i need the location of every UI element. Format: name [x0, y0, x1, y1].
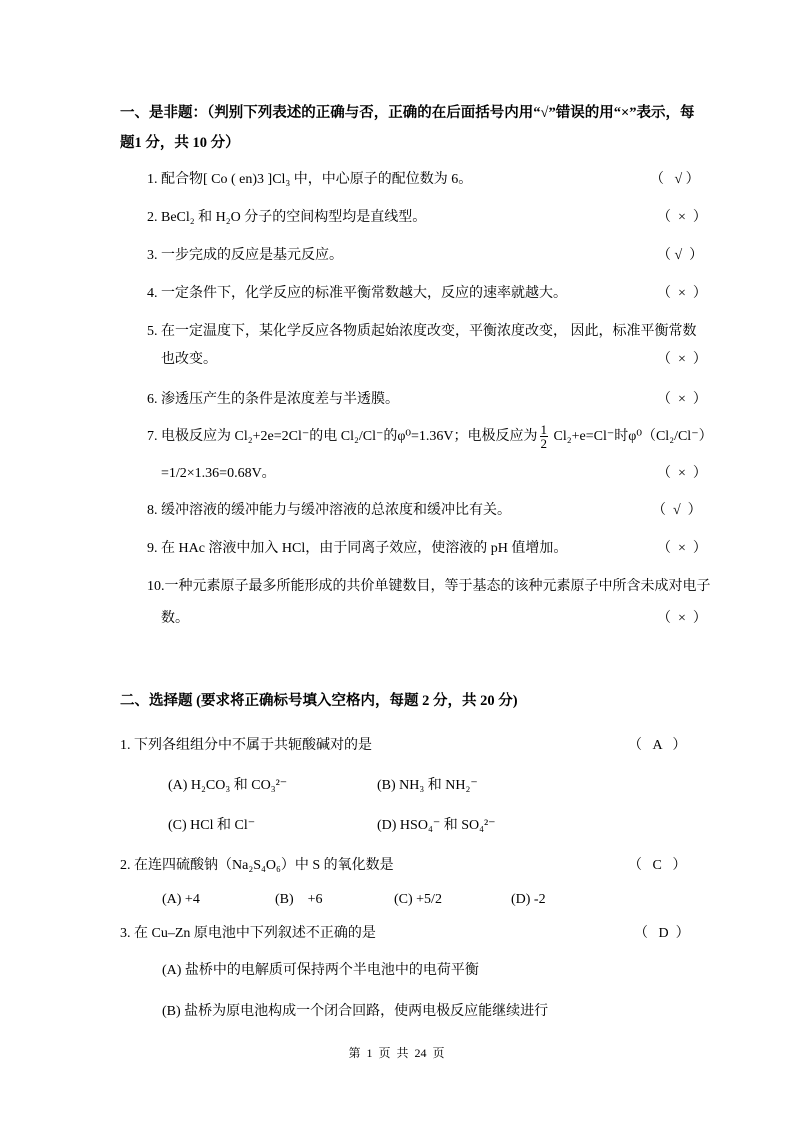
mc2-option-b: (B) +6 [275, 892, 323, 907]
tf-item-5: 5. 在一定温度下，某化学反应各物质起始浓度改变，平衡浓度改变， 因此，标准平衡常数 [147, 324, 697, 339]
mc3-option-a: (A) 盐桥中的电解质可保持两个半电池中的电荷平衡 [162, 963, 479, 978]
mc1-option-c: (C) HCl 和 Cl⁻ [168, 818, 256, 833]
mc-answer-3: （ D ） [634, 926, 690, 941]
section2-title: 二、选择题 (要求将正确标号填入空格内，每题 2 分，共 20 分) [120, 693, 518, 709]
tf-item-4: 4. 一定条件下，化学反应的标准平衡常数越大，反应的速率就越大。 [147, 286, 567, 301]
mc2-option-a: (A) +4 [162, 892, 200, 907]
tf-answer-6: （ × ） [657, 392, 707, 407]
tf-item-1: 1. 配合物[ Co ( en)3 ]Cl₃ 中，中心原子的配位数为 6。 [147, 172, 473, 187]
mc1-option-a: (A) H₂CO₃ 和 CO₃²⁻ [168, 778, 288, 793]
fraction-half [540, 423, 549, 450]
tf-item-10-cont: 数。 [161, 611, 189, 626]
tf-answer-1: （ √ ） [650, 172, 700, 187]
tf-answer-3: （ √ ） [657, 248, 704, 263]
tf-item-3: 3. 一步完成的反应是基元反应。 [147, 248, 343, 263]
tf-item-7 [147, 422, 713, 452]
mc-question-3: 3. 在 Cu–Zn 原电池中下列叙述不正确的是 [120, 926, 376, 941]
tf-item-5-cont: 也改变。 [161, 352, 217, 367]
mc-answer-2: （ C ） [628, 858, 687, 873]
tf-item-2: 2. BeCl₂ 和 H₂O 分子的空间构型均是直线型。 [147, 210, 427, 225]
tf-item-9: 9. 在 HAc 溶液中加入 HCl，由于同离子效应，使溶液的 pH 值增加。 [147, 541, 568, 556]
tf-answer-8: （ √ ） [652, 503, 702, 518]
tf-answer-7: （ × ） [657, 466, 707, 481]
section1-title: 一、是非题：（判别下列表述的正确与否，正确的在后面括号内用“√”错误的用“×”表示，每 [120, 105, 695, 121]
tf-answer-4: （ × ） [657, 286, 707, 301]
tf-item-7-text: 7. 电极反应为 Cl₂+2e=2Cl⁻的电 Cl₂/Cl⁻的φ⁰=1.36V；电极反应为 [147, 429, 538, 444]
page-footer: 第 1 页 共 24 页 [348, 1046, 445, 1060]
mc-question-1: 1. 下列各组组分中不属于共轭酸碱对的是 [120, 738, 372, 753]
mc3-option-b: (B) 盐桥为原电池构成一个闭合回路，使两电极反应能继续进行 [162, 1004, 549, 1019]
fraction-denominator: 2 [540, 436, 548, 452]
tf-answer-2: （ × ） [657, 210, 707, 225]
tf-item-8: 8. 缓冲溶液的缓冲能力与缓冲溶液的总浓度和缓冲比有关。 [147, 503, 511, 518]
mc2-option-d: (D) -2 [511, 892, 546, 907]
tf-item-7-text-after: Cl₂+e=Cl⁻时φ⁰（Cl₂/Cl⁻） [550, 429, 713, 444]
tf-answer-10: （ × ） [657, 611, 707, 626]
tf-item-6: 6. 渗透压产生的条件是浓度差与半透膜。 [147, 392, 399, 407]
mc-question-2: 2. 在连四硫酸钠（Na₂S₄O₆）中 S 的氧化数是 [120, 858, 394, 873]
fraction-numerator: 1 [540, 422, 548, 438]
mc1-option-d: (D) HSO₄⁻ 和 SO₄²⁻ [377, 818, 496, 833]
mc2-option-c: (C) +5/2 [394, 892, 442, 907]
mc1-option-b: (B) NH₃ 和 NH₂⁻ [377, 778, 478, 793]
section1-title-cont: 题1 分，共 10 分） [120, 135, 240, 151]
tf-answer-9: （ × ） [657, 541, 707, 556]
mc-answer-1: （ A ） [628, 738, 687, 753]
tf-answer-5: （ × ） [657, 352, 707, 367]
tf-item-10: 10.一种元素原子最多所能形成的共价单键数目，等于基态的该种元素原子中所含未成对电子 [147, 579, 711, 594]
tf-item-7-cont: =1/2×1.36=0.68V。 [161, 466, 276, 481]
